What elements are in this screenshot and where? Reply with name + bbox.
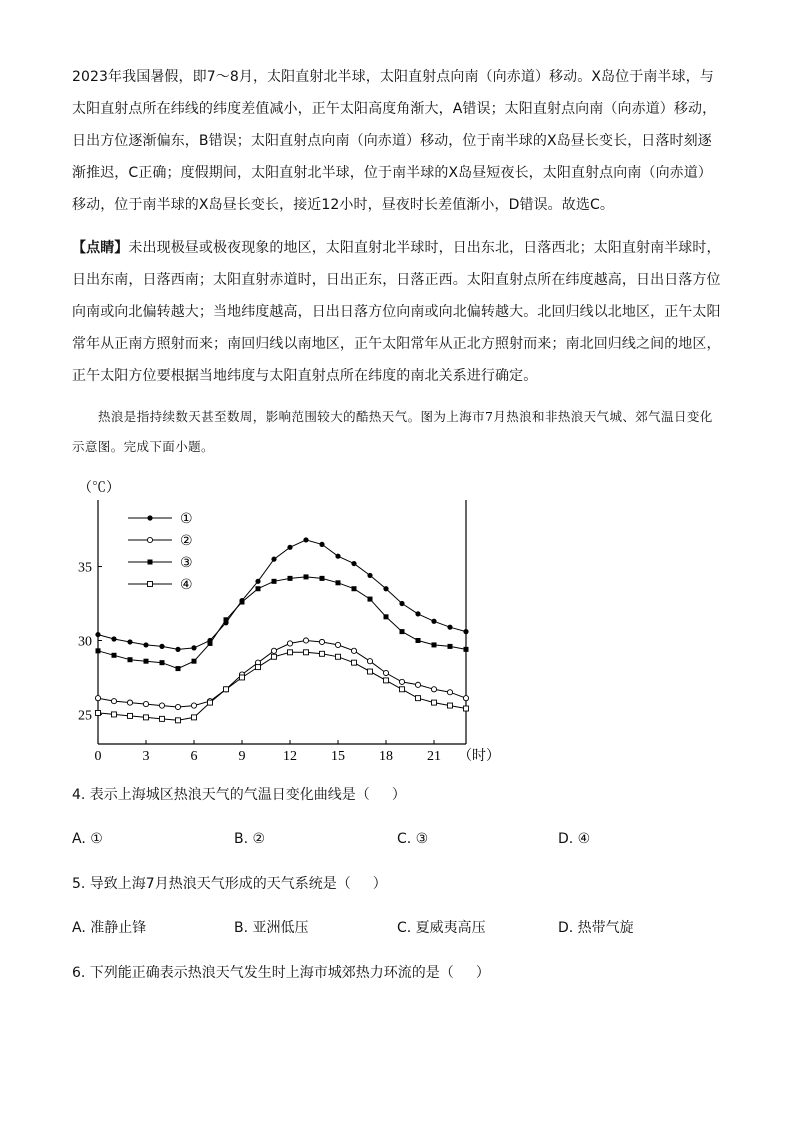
data-point-3 xyxy=(432,642,437,647)
data-point-2 xyxy=(335,642,340,647)
question-4-tail: ） xyxy=(391,787,406,803)
data-point-2 xyxy=(383,670,388,675)
data-point-2 xyxy=(463,696,468,701)
data-point-4 xyxy=(400,687,405,692)
data-point-3 xyxy=(384,614,389,619)
y-tick-label: 30 xyxy=(78,634,92,650)
question-4 xyxy=(72,785,406,805)
x-tick-label: 18 xyxy=(379,749,393,764)
legend-label: ② xyxy=(180,533,193,549)
legend-label: ③ xyxy=(180,555,193,571)
data-point-4 xyxy=(192,715,197,720)
data-point-3 xyxy=(368,597,373,602)
data-point-1 xyxy=(255,579,260,584)
comment-text: 未出现极昼或极夜现象的地区，太阳直射北半球时，日出东北，日落西北；太阳直射南半球时，日出东南，日落西南；太阳直射赤道时，日出正东，日落正西。太阳直射点所在纬度越高，日出日落方位向南或向北偏转越大；当地纬度越高，日出日落方位向南或向北偏转越大。北回归线以北地区，正午太阳常年从正南方照射而来；南回归线以南地区，正午太阳常年从正北方照射而来；南北回归线之间的地区，正午太阳方位要根据当地纬度与太阳直射点所在纬度的南北关系进行确定。 xyxy=(72,240,721,384)
data-point-4 xyxy=(256,665,261,670)
data-point-1 xyxy=(287,545,292,550)
data-point-2 xyxy=(319,639,324,644)
option-b[interactable]: B. ② xyxy=(234,831,266,847)
data-point-2 xyxy=(127,700,132,705)
data-point-3 xyxy=(192,659,197,664)
x-tick-label: 0 xyxy=(94,749,102,764)
data-point-1 xyxy=(351,561,356,566)
data-point-3 xyxy=(160,660,165,665)
data-point-4 xyxy=(272,654,277,659)
data-point-3 xyxy=(352,586,357,591)
data-point-4 xyxy=(288,650,293,655)
data-point-3 xyxy=(256,586,261,591)
data-point-1 xyxy=(367,573,372,578)
data-point-1 xyxy=(335,554,340,559)
data-point-4 xyxy=(304,650,309,655)
y-axis-label: （℃） xyxy=(78,481,120,496)
data-point-4 xyxy=(144,715,149,720)
data-point-4 xyxy=(368,669,373,674)
question-5 xyxy=(72,874,387,894)
y-tick-label: 35 xyxy=(78,560,92,576)
data-point-4 xyxy=(224,687,229,692)
data-point-4 xyxy=(160,716,165,721)
legend-label: ① xyxy=(180,511,193,527)
data-point-4 xyxy=(208,700,213,705)
question-4-stem: 4. 表示上海城区热浪天气的气温日变化曲线是（ xyxy=(72,787,370,803)
data-point-1 xyxy=(175,647,180,652)
x-tick-label: 9 xyxy=(238,749,246,764)
data-point-1 xyxy=(383,586,388,591)
data-point-4 xyxy=(176,718,181,723)
data-point-1 xyxy=(415,611,420,616)
data-point-2 xyxy=(415,682,420,687)
data-point-2 xyxy=(287,641,292,646)
series-line-4 xyxy=(98,652,466,720)
y-tick-label: 25 xyxy=(78,708,92,724)
legend-marker xyxy=(148,582,153,587)
data-point-2 xyxy=(351,648,356,653)
data-point-1 xyxy=(127,639,132,644)
intro-text: 热浪是指持续数天甚至数周，影响范围较大的酷热天气。图为上海市7月热浪和非热浪天气城、郊气温日变化示意图。完成下面小题。 xyxy=(72,409,713,454)
data-point-2 xyxy=(431,687,436,692)
data-point-3 xyxy=(448,644,453,649)
temperature-line-chart xyxy=(70,470,500,770)
option-a[interactable]: A. ① xyxy=(72,831,103,847)
data-point-1 xyxy=(191,645,196,650)
data-point-4 xyxy=(352,660,357,665)
question-6 xyxy=(72,963,490,983)
series-line-1 xyxy=(98,540,466,650)
legend-marker xyxy=(148,560,153,565)
option-a[interactable]: A. 准静止锋 xyxy=(72,920,147,936)
data-point-4 xyxy=(240,675,245,680)
option-d[interactable]: D. ④ xyxy=(558,831,591,847)
data-point-3 xyxy=(304,574,309,579)
data-point-2 xyxy=(175,704,180,709)
data-point-2 xyxy=(271,648,276,653)
x-tick-label: 12 xyxy=(283,749,297,764)
data-point-2 xyxy=(303,638,308,643)
comment-paragraph xyxy=(72,232,722,392)
x-tick-label: 15 xyxy=(331,749,345,764)
data-point-4 xyxy=(432,700,437,705)
data-point-1 xyxy=(447,625,452,630)
data-point-4 xyxy=(128,713,133,718)
data-point-2 xyxy=(143,701,148,706)
data-point-4 xyxy=(448,703,453,708)
data-point-3 xyxy=(224,617,229,622)
data-point-4 xyxy=(416,696,421,701)
data-point-4 xyxy=(112,712,117,717)
data-point-4 xyxy=(464,706,469,711)
x-tick-label: 6 xyxy=(190,749,198,764)
data-point-4 xyxy=(384,678,389,683)
data-point-2 xyxy=(367,659,372,664)
data-point-2 xyxy=(447,690,452,695)
data-point-1 xyxy=(431,619,436,624)
data-point-3 xyxy=(176,666,181,671)
data-point-4 xyxy=(320,651,325,656)
option-c[interactable]: C. 夏威夷高压 xyxy=(397,920,486,936)
data-point-3 xyxy=(288,576,293,581)
question-6-tail: ） xyxy=(475,965,490,981)
option-d[interactable]: D. 热带气旋 xyxy=(558,920,634,936)
data-point-2 xyxy=(111,699,116,704)
comment-label: 【点睛】 xyxy=(72,240,129,256)
data-point-1 xyxy=(463,629,468,634)
data-point-3 xyxy=(96,648,101,653)
legend-marker xyxy=(147,515,152,520)
data-point-1 xyxy=(95,632,100,637)
x-tick-label: 3 xyxy=(142,749,150,764)
legend-label: ④ xyxy=(180,577,193,593)
question-6-stem: 6. 下列能正确表示热浪天气发生时上海市城郊热力环流的是（ xyxy=(72,965,454,981)
data-point-3 xyxy=(240,600,245,605)
data-point-2 xyxy=(191,703,196,708)
data-point-3 xyxy=(336,580,341,585)
data-point-4 xyxy=(96,710,101,715)
data-point-3 xyxy=(400,629,405,634)
data-point-4 xyxy=(336,654,341,659)
question-5-tail: ） xyxy=(372,876,387,892)
data-point-1 xyxy=(159,644,164,649)
explanation-paragraph: 2023年我国暑假，即7～8月，太阳直射北半球，太阳直射点向南（向赤道）移动。X岛位于南半球，与太阳直射点所在纬线的纬度差值减小，正午太阳高度角渐大，A错误；太阳直射点向南（向赤道）移动，日出方位逐渐偏东，B错误；太阳直射点向南（向赤道）移动，位于南半球的X岛昼长变长，日落时刻逐渐推迟，C正确；度假期间，太阳直射北半球，位于南半球的X岛昼短夜长，太阳直射点向南（向赤道）移动，位于南半球的X岛昼长变长，接近12小时，昼夜时长差值渐小，D错误。故选C。 xyxy=(72,69,717,213)
data-point-3 xyxy=(128,657,133,662)
option-c[interactable]: C. ③ xyxy=(397,831,429,847)
x-axis-label: （时） xyxy=(458,749,500,764)
data-point-1 xyxy=(143,642,148,647)
x-tick-label: 21 xyxy=(427,749,441,764)
data-point-1 xyxy=(319,542,324,547)
data-point-1 xyxy=(111,636,116,641)
data-point-3 xyxy=(272,579,277,584)
series-line-2 xyxy=(98,641,466,708)
data-point-1 xyxy=(399,601,404,606)
legend-marker xyxy=(147,537,152,542)
data-point-3 xyxy=(464,647,469,652)
data-point-3 xyxy=(112,653,117,658)
question-5-stem: 5. 导致上海7月热浪天气形成的天气系统是（ xyxy=(72,876,351,892)
data-point-3 xyxy=(320,576,325,581)
data-point-3 xyxy=(416,638,421,643)
data-point-2 xyxy=(399,679,404,684)
data-point-2 xyxy=(159,703,164,708)
data-point-3 xyxy=(208,641,213,646)
question-intro xyxy=(72,402,722,462)
data-point-1 xyxy=(303,537,308,542)
option-b[interactable]: B. 亚洲低压 xyxy=(234,920,309,936)
data-point-2 xyxy=(95,696,100,701)
data-point-1 xyxy=(271,557,276,562)
data-point-3 xyxy=(144,659,149,664)
